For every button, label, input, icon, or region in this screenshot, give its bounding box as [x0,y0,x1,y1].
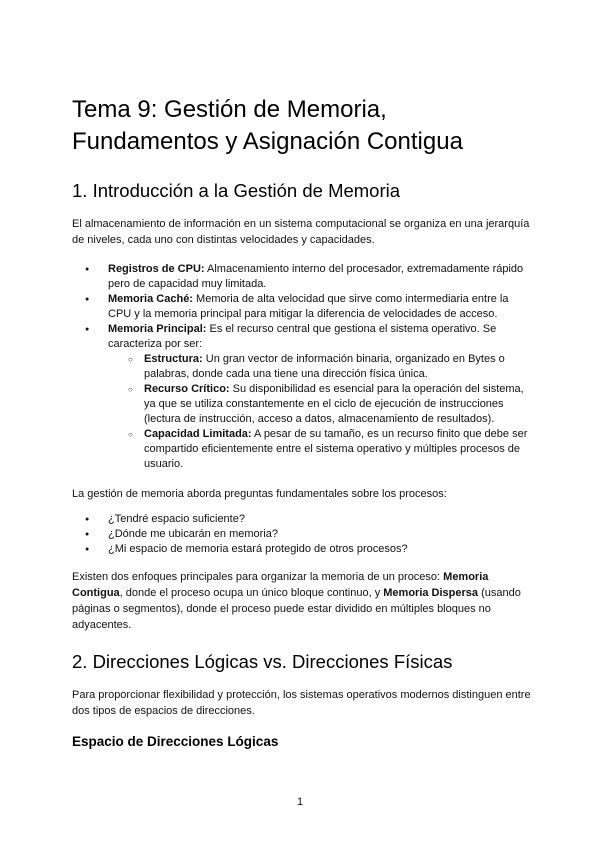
page-content [72,94,532,751]
list-item [72,322,532,472]
term-dispersed-memory: Memoria Dispersa [383,587,479,599]
term: Estructura: [144,353,203,365]
list-item [108,352,532,382]
description: Un gran vector de información binaria, organizado en Bytes o palabras, donde cada una tiene una dirección física única. [144,353,505,380]
description: Almacenamiento interno del procesador, extremadamente rápido pero de capacidad muy limitada. [108,263,524,290]
description: A pesar de su tamaño, es un recurso finito que debe ser compartido eficientemente entre el sistema operativo y múltiples procesos de usuario. [144,428,528,470]
memory-levels-list [72,262,532,472]
term: Memoria Principal: [108,323,207,335]
document-title [72,94,532,158]
title-line-1: Tema 9: Gestión de Memoria, [72,96,387,123]
description: Es el recurso central que gestiona el sistema operativo. Se caracteriza por ser: [108,323,497,350]
title-line-2: Fundamentos y Asignación Contigua [72,128,463,155]
questions-list [72,512,532,557]
list-item [72,292,532,322]
text-run: Existen dos enfoques principales para organizar la memoria de un proceso: [72,571,444,583]
term-contiguous-memory: Memoria Contigua [72,571,489,599]
list-item [108,382,532,427]
list-item [108,427,532,472]
section-1-heading: 1. Introducción a la Gestión de Memoria [72,180,401,201]
term: Memoria Caché: [108,293,193,305]
term: Capacidad Limitada: [144,428,252,440]
description: Su disponibilidad es esencial para la operación del sistema, ya que se utiliza constantemente en el ciclo de ejecución de instrucciones (lectura de instrucción, acceso a datos, almacenamiento de resultados). [144,383,524,425]
approaches-paragraph [72,569,532,633]
questions-intro: La gestión de memoria aborda preguntas fundamentales sobre los procesos: [72,488,447,500]
text-run: , donde el proceso ocupa un único bloque continuo, y [119,587,384,599]
description: Memoria de alta velocidad que sirve como intermediaria entre la CPU y la memoria principal para mitigar la diferencia de velocidades de acceso. [108,293,509,320]
text-run: (usando páginas o segmentos), donde el proceso puede estar dividido en múltiples bloques no adyacentes. [72,587,521,631]
list-item: ● ¿Tendré espacio suficiente? [72,512,532,527]
list-item: ● ¿Dónde me ubicarán en memoria? [72,527,532,542]
term: Registros de CPU: [108,263,205,275]
page-number: 1 [296,796,304,808]
list-item [72,262,532,292]
main-memory-traits-list [108,352,532,472]
section-2-intro: Para proporcionar flexibilidad y protección, los sistemas operativos modernos distinguen entre dos tipos de espacios de direcciones. [72,689,531,717]
term: Recurso Crítico: [144,383,230,395]
list-item: ● ¿Mi espacio de memoria estará protegido de otros procesos? [72,542,532,557]
section-1-intro: El almacenamiento de información en un sistema computacional se organiza en una jerarquía de niveles, cada uno con distintas velocidades y capacidades. [72,218,530,246]
section-2-subheading: Espacio de Direcciones Lógicas [72,734,279,749]
section-2-heading: 2. Direcciones Lógicas vs. Direcciones Físicas [72,651,453,672]
